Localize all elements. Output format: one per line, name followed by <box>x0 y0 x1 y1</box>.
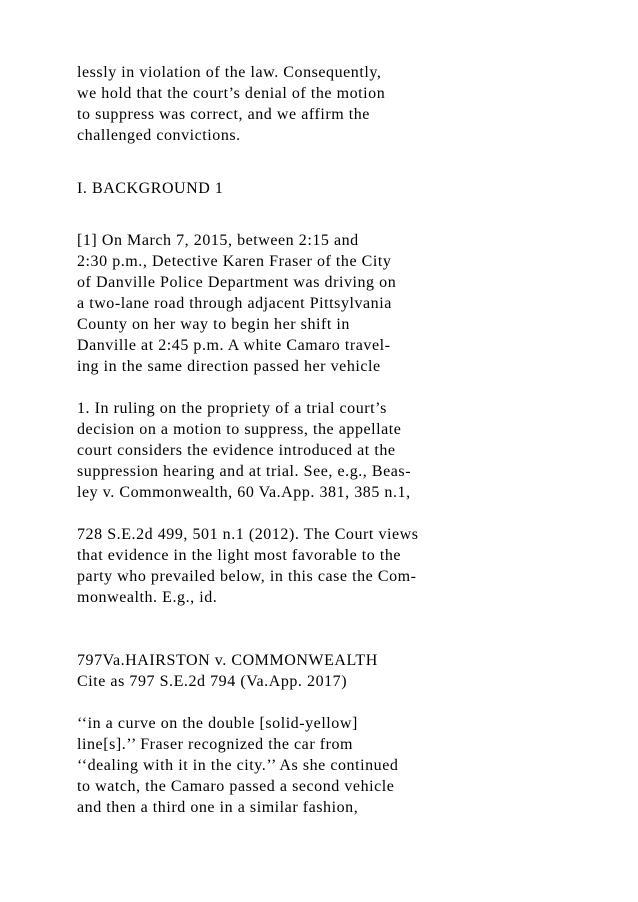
opening-line-3: to suppress was correct, and we affirm the <box>77 106 370 123</box>
background-line-5: County on her way to begin her shift in <box>77 316 350 333</box>
running-header: 797Va.HAIRSTON v. COMMONWEALTH <box>77 652 378 669</box>
footnote-continued-line-3: party who prevailed below, in this case the Com- <box>77 568 417 585</box>
continuation-line-4: to watch, the Camaro passed a second vehicle <box>77 778 395 795</box>
footnote-line-2: decision on a motion to suppress, the appellate <box>77 421 402 438</box>
section-heading: I. BACKGROUND 1 <box>77 180 224 197</box>
footnote-line-1: 1. In ruling on the propriety of a trial court’s <box>77 400 387 417</box>
continuation-line-5: and then a third one in a similar fashion, <box>77 799 359 816</box>
background-line-2: 2:30 p.m., Detective Karen Fraser of the City <box>77 253 392 270</box>
opening-line-1: lessly in violation of the law. Consequently, <box>77 64 382 81</box>
footnote-line-5: ley v. Commonwealth, 60 Va.App. 381, 385 n.1, <box>77 484 411 501</box>
background-line-7: ing in the same direction passed her vehicle <box>77 358 381 375</box>
footnote-line-4: suppression hearing and at trial. See, e.g., Beas- <box>77 463 412 480</box>
background-line-4: a two-lane road through adjacent Pittsylvania <box>77 295 392 312</box>
opening-line-2: we hold that the court’s denial of the motion <box>77 85 386 102</box>
opening-line-4: challenged convictions. <box>77 127 241 144</box>
footnote-continued-line-2: that evidence in the light most favorable to the <box>77 547 402 564</box>
continuation-line-3: ‘‘dealing with it in the city.’’ As she continued <box>77 757 399 774</box>
footnote-line-3: court considers the evidence introduced at the <box>77 442 396 459</box>
background-line-6: Danville at 2:45 p.m. A white Camaro travel- <box>77 337 391 354</box>
background-line-3: of Danville Police Department was driving on <box>77 274 397 291</box>
background-line-1: [1] On March 7, 2015, between 2:15 and <box>77 232 359 249</box>
footnote-continued-line-4: monwealth. E.g., id. <box>77 589 218 606</box>
continuation-line-2: line[s].’’ Fraser recognized the car from <box>77 736 354 753</box>
footnote-continued-line-1: 728 S.E.2d 499, 501 n.1 (2012). The Court views <box>77 526 419 543</box>
citation-line: Cite as 797 S.E.2d 794 (Va.App. 2017) <box>77 673 348 690</box>
continuation-line-1: ‘‘in a curve on the double [solid-yellow] <box>77 715 358 732</box>
